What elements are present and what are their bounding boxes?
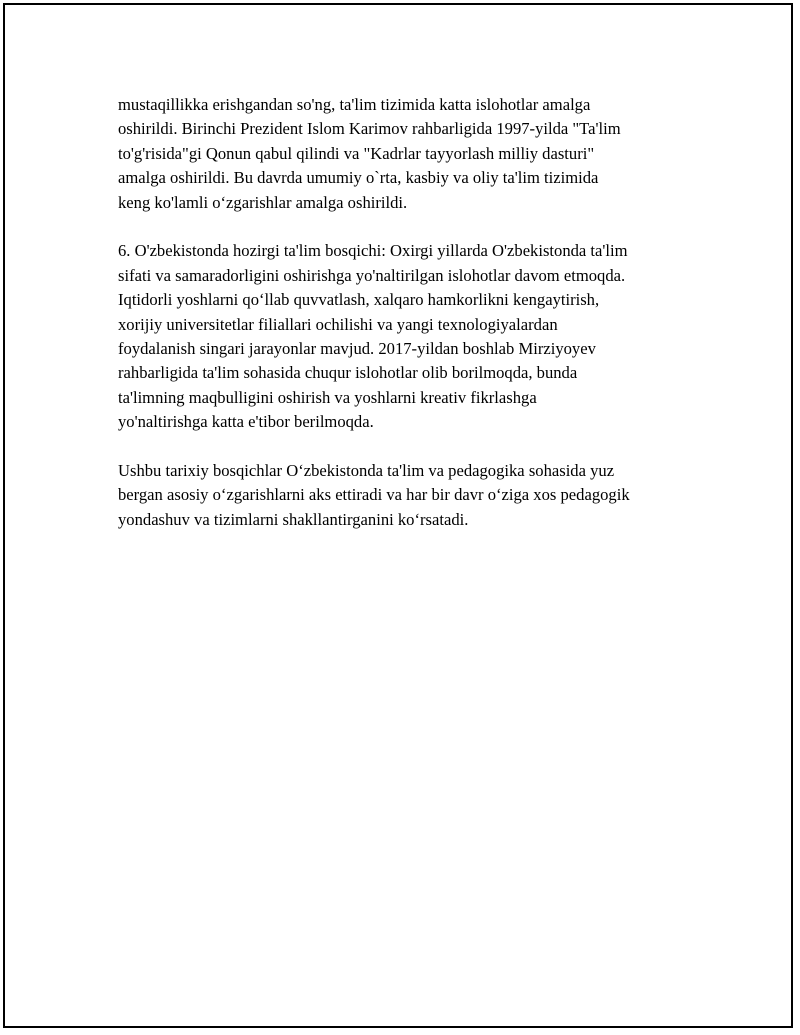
text-line: Iqtidorli yoshlarni qo‘llab quvvatlash, xalqaro hamkorlikni kengaytirish,: [118, 290, 600, 310]
text-line: ta'limning maqbulligini oshirish va yoshlarni kreativ fikrlashga: [118, 387, 537, 407]
paragraph-conclusion: [118, 459, 698, 532]
text-line: yondashuv va tizimlarni shakllantirganini ko‘rsatadi.: [118, 509, 469, 529]
text-line: yo'naltirishga katta e'tibor berilmoqda.: [118, 412, 374, 432]
text-line: oshirildi. Birinchi Prezident Islom Karimov rahbarligida 1997-yilda "Ta'lim: [118, 119, 621, 139]
text-line: keng ko'lamli o‘zgarishlar amalga oshirildi.: [118, 192, 408, 212]
text-line: 6. O'zbekistonda hozirgi ta'lim bosqichi: Oxirgi yillarda O'zbekistonda ta'lim: [118, 241, 628, 261]
paragraph-reforms-independence: [118, 93, 698, 215]
text-line: mustaqillikka erishgandan so'ng, ta'lim tizimida katta islohotlar amalga: [118, 95, 591, 114]
document-body: [118, 93, 698, 557]
text-line: Ushbu tarixiy bosqichlar O‘zbekistonda ta'lim va pedagogika sohasida yuz: [118, 461, 615, 481]
text-line: rahbarligida ta'lim sohasida chuqur islohotlar olib borilmoqda, bunda: [118, 363, 578, 383]
text-line: to'g'risida"gi Qonun qabul qilindi va "Kadrlar tayyorlash milliy dasturi": [118, 143, 595, 163]
text-line: amalga oshirildi. Bu davrda umumiy o`rta, kasbiy va oliy ta'lim tizimida: [118, 168, 599, 188]
text-line: foydalanish singari jarayonlar mavjud. 2017-yildan boshlab Mirziyoyev: [118, 339, 596, 359]
paragraph-current-stage: [118, 239, 698, 434]
text-line: bergan asosiy o‘zgarishlarni aks ettiradi va har bir davr o‘ziga xos pedagogik: [118, 485, 630, 505]
text-line: sifati va samaradorligini oshirishga yo'naltirilgan islohotlar davom etmoqda.: [118, 265, 626, 285]
text-line: xorijiy universitetlar filiallari ochilishi va yangi texnologiyalardan: [118, 314, 558, 334]
